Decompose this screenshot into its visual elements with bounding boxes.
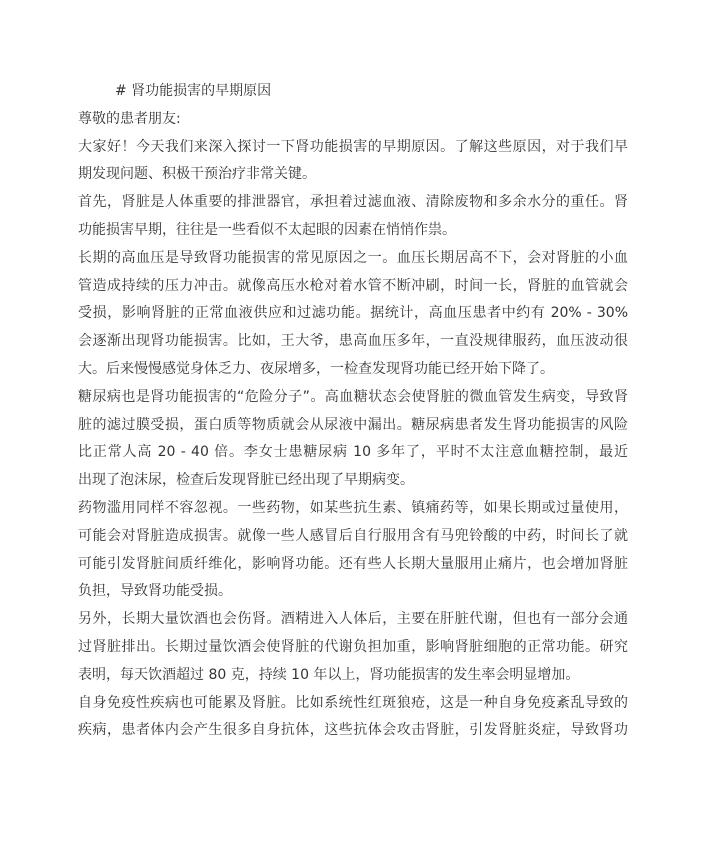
document-line: 另外，长期大量饮酒也会伤肾。酒精进入人体后，主要在肝脏代谢，但也有一部分会通 — [78, 611, 628, 628]
document-line: 糖尿病也是肾功能损害的“危险分子”。高血糖状态会使肾脏的微血管发生病变，导致肾 — [78, 388, 628, 405]
document-line: 负担，导致肾功能受损。 — [78, 583, 232, 600]
document-line: 疾病，患者体内会产生很多自身抗体，这些抗体会攻击肾脏，引发肾脏炎症，导致肾功 — [78, 722, 628, 739]
document-line: 受损，影响肾脏的正常血液供应和过滤功能。据统计，高血压患者中约有 20% - 30% — [78, 305, 628, 322]
document-line: 可能引发肾脏间质纤维化，影响肾功能。还有些人长期大量服用止痛片，也会增加肾脏 — [78, 555, 628, 572]
document-line: 自身免疫性疾病也可能累及肾脏。比如系统性红斑狼疮，这是一种自身免疫紊乱导致的 — [78, 694, 628, 711]
document-line: 会逐渐出现肾功能损害。比如，王大爷，患高血压多年，一直没规律服药，血压波动很 — [78, 333, 628, 350]
document-line: 首先，肾脏是人体重要的排泄器官，承担着过滤血液、清除废物和多余水分的重任。肾 — [78, 194, 628, 211]
document-line: 脏的滤过膜受损，蛋白质等物质就会从尿液中漏出。糖尿病患者发生肾功能损害的风险 — [78, 416, 628, 433]
document-line: 大家好！今天我们来深入探讨一下肾功能损害的早期原因。了解这些原因，对于我们早 — [78, 138, 628, 155]
document-line: 大。后来慢慢感觉身体乏力、夜尿增多，一检查发现肾功能已经开始下降了。 — [78, 360, 554, 377]
document-line: 过肾脏排出。长期过量饮酒会使肾脏的代谢负担加重，影响肾脏细胞的正常功能。研究 — [78, 638, 628, 655]
document-line: 表明，每天饮酒超过 80 克，持续 10 年以上，肾功能损害的发生率会明显增加。 — [78, 666, 580, 683]
document-line-salutation: 尊敬的患者朋友: — [78, 110, 181, 127]
document-line: 管造成持续的压力冲击。就像高压水枪对着水管不断冲刷，时间一长，肾脏的血管就会 — [78, 277, 628, 294]
document-line: 比正常人高 20 - 40 倍。李女士患糖尿病 10 多年了，平时不太注意血糖控制，最近 — [78, 444, 628, 461]
document-line: 功能损害早期，往往是一些看似不太起眼的因素在悄悄作祟。 — [78, 221, 456, 238]
document-line: 出现了泡沫尿，检查后发现肾脏已经出现了早期病变。 — [78, 472, 414, 489]
document-line: 可能会对肾脏造成损害。就像一些人感冒后自行服用含有马兜铃酸的中药，时间长了就 — [78, 527, 628, 544]
document-line: 期发现问题、积极干预治疗非常关键。 — [78, 166, 316, 183]
document-heading: # 肾功能损害的早期原因 — [115, 83, 272, 99]
document-line: 药物滥用同样不容忽视。一些药物，如某些抗生素、镇痛药等，如果长期或过量使用， — [78, 499, 628, 516]
document-line: 长期的高血压是导致肾功能损害的常见原因之一。血压长期居高不下，会对肾脏的小血 — [78, 249, 628, 266]
